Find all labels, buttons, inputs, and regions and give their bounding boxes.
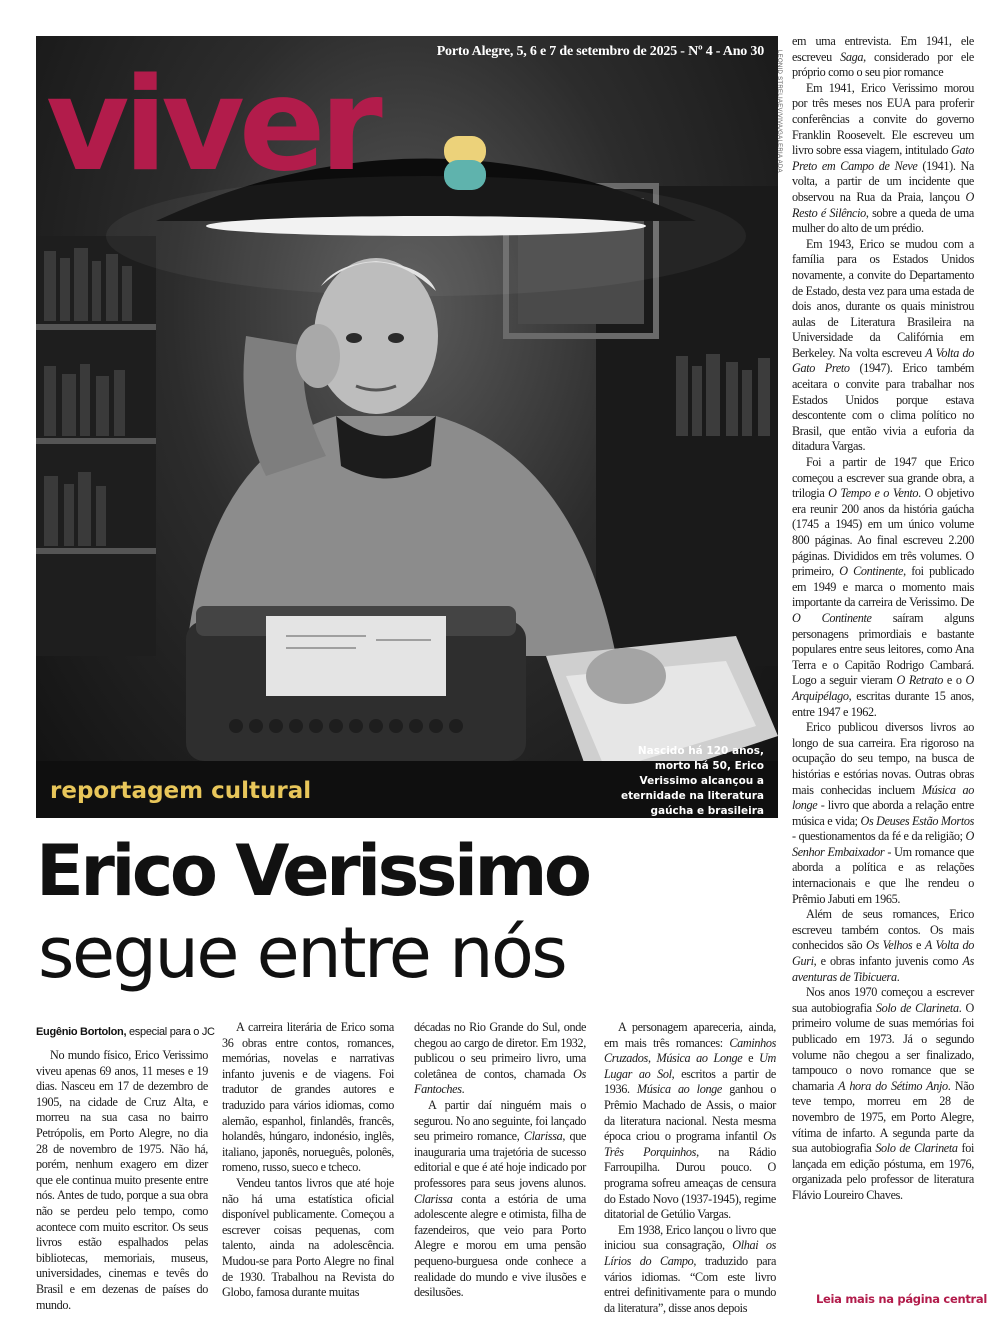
article-column-2 [222,1020,394,1301]
byline-author: Eugênio Bortolon, [36,1026,127,1038]
photo-caption: Nascido há 120 anos, morto há 50, Erico Verissimo alcançou a eternidade na literatura gaúcha e brasileira [621,745,764,817]
byline [36,1026,215,1038]
logo-teal-dot [444,160,486,190]
paragraph: décadas no Rio Grande do Sul, onde chegou ao cargo de diretor. Em 1932, publicou o seu primeiro livro, uma coletânea de contos, chamada Os Fantoches. [414,1020,586,1097]
article-column-1 [36,1048,208,1313]
paragraph: A personagem apareceria, ainda, em mais três romances: Caminhos Cruzados, Música ao Longe e Um Lugar ao Sol, escritos a partir de 1936. Música ao longe ganhou o Prêmio Machado de Assis, o maior da literatura nacional. Nesta mesma época criou o programa infantil Os Três Porquinhos, na Rádio Farroupilha. Durou pouco. O programa sofreu ameaças de censura do Estado Novo (1937-1945), regime ditatorial de Getúlio Vargas. [604,1020,776,1222]
headline-line-2: segue entre nós [38,912,566,994]
section-label: reportagem cultural [50,778,312,804]
paragraph: A carreira literária de Erico soma 36 obras entre contos, romances, memórias, novelas e narrativas infanto juvenis e de viagens. Foi tradutor de grandes autores e traduzido para vários idiomas, como alemão, espanhol, finlandês, francês, holandês, húngaro, indonésio, inglês, italiano, japonês, norueguês, polonês, romeno, russo, sueco e tcheco. [222,1020,394,1175]
byline-role: especial para o JC [126,1026,215,1038]
cover-photo [36,36,782,818]
paragraph: Em 1938, Erico lançou o livro que iniciou sua consagração, Olhai os Lírios do Campo, traduzido para vários idiomas. “Com este livro entrei definitivamente para o mundo da literatura”, disse anos depois [604,1222,776,1315]
paragraph: Além de seus romances, Erico escreveu também contos. Os mais conhecidos são Os Velhos e A Volta do Guri, e obras infanto juvenis como As aventuras de Tibicuera. [792,907,974,984]
paragraph: No mundo físico, Erico Verissimo viveu apenas 69 anos, 11 meses e 19 dias. Nasceu em 17 de dezembro de 1905, na cidade de Cruz Alta, e morreu na sua casa no bairro Petrópolis, em Porto Alegre, no dia 28 de novembro de 1975. Não há, porém, nenhum exagero em dizer que ele continua muito presente entre nós. Antes de tudo, porque a sua obra não se perdeu pelo tempo, como acontece com muito escritor. Os seus livros estão espalhados pelas bibliotecas, memoriais, museus, universidades, cinemas e tevês do Brasil e em dezenas de países do mundo. [36,1048,208,1312]
paragraph: Em 1943, Erico se mudou com a família para os Estados Unidos novamente, a convite do Departamento de Estado, desta vez para uma estada de dois anos, durante os quais ministrou aulas de Literatura Brasileira na Universidade da Califórnia em Berkeley. Na volta escreveu A Volta do Gato Preto (1947). Erico também aceitara o convite para trabalhar nos Estados Unidos porque estava descontente com o clima político no Brasil, que então vivia a euforia da ditadura Vargas. [792,236,975,454]
edition-date-line: Porto Alegre, 5, 6 e 7 de setembro de 2025 - Nº 4 - Ano 30 [436,44,764,59]
article-column-3 [414,1020,586,1301]
article-column-right [792,34,974,1204]
paragraph: Vendeu tantos livros que até hoje não há uma estatística oficial disponível publicamente. Começou a escrever coisas pequenas, com talento, ainda na adolescência. Mudou-se para Porto Alegre no final de 1930. Trabalhou na Revista do Globo, famosa durante muitas [222,1175,394,1300]
viver-logo: viver [46,51,377,200]
paragraph: A partir daí ninguém mais o segurou. No ano seguinte, foi lançado seu primeiro romance, Clarissa, que inauguraria uma trajetória de sucesso editorial e que é até hoje indicado por professores para seus jovens alunos. Clarissa conta a estória de uma adolescente alegre e otimista, filha de fazendeiros, que veio para Porto Alegre e morou em uma pensão pequeno-burguesa onde conhece a realidade do mundo e vive ilusões e desilusões. [414,1097,586,1300]
headline-line-1: Erico Verissimo [36,830,589,912]
paragraph: Foi a partir de 1947 que Erico começou a escrever sua grande obra, a trilogia O Tempo e o Vento. O objetivo era reunir 200 anos da história gaúcha (1745 a 1945) em um único volume 800 páginas. Ao final escreveu 2.200 páginas. Divididos em três volumes. O primeiro, O Continente, foi publicado em 1949 e marca o momento mais importante da carreira de Verissimo. De O Continente saíram alguns personagens primordiais e bastante populares entre seus leitores, como Ana Terra e o Capitão Rodrigo Cambará. Logo a seguir vieram O Retrato e o O Arquipélago, escritas durante 15 anos, entre 1947 e 1962. [792,455,974,719]
photo-credit: LEONID STRELIAEV/VIVA/GALERIA ADA [776,50,782,173]
paragraph: Erico publicou diversos livros ao longo de sua carreira. Era rigoroso na ocupação do seu tempo, na busca de histórias e estórias novas. Outras obras mais conhecidas incluem Música ao longe - livro que aborda a relação entre música e vida; Os Deuses Estão Mortos - questionamentos da fé e da religião; O Senhor Embaixador - Um romance que aborda a política e as relações internacionais e que lhe rendeu o Prêmio Jabuti em 1965. [792,720,974,906]
continue-reading-link[interactable]: Leia mais na página central [816,1292,988,1306]
paragraph: Em 1941, Erico Verissimo morou por três meses nos EUA para proferir conferências a convite do governo Franklin Roosevelt. Ele escreveu um livro sobre essa viagem, intitulado Gato Preto em Campo de Neve (1941). Na volta, a partir de um incidente que observou na Rua da Praia, lançou O Resto é Silêncio, sobre a queda de uma mulher do alto de um prédio. [792,80,974,236]
paragraph: em uma entrevista. Em 1941, ele escreveu Saga, considerado por ele próprio como o seu pior romance [792,34,974,80]
paragraph: Nos anos 1970 começou a escrever sua autobiografia Solo de Clarineta. O primeiro volume de suas memórias foi publicado em 1973. Já o segundo volume não chegou a ser finalizado, tampouco o novo romance que se chamaria A hora do Sétimo Anjo. Não teve tempo, morreu em 28 de novembro de 1975, em Porto Alegre, vítima de infarto. A segunda parte da sua autobiografia Solo de Clarineta foi lançada em edição póstuma, em 1976, organizada pelo professor de literatura Flávio Loureiro Chaves. [792,985,975,1202]
article-column-4 [604,1020,776,1316]
